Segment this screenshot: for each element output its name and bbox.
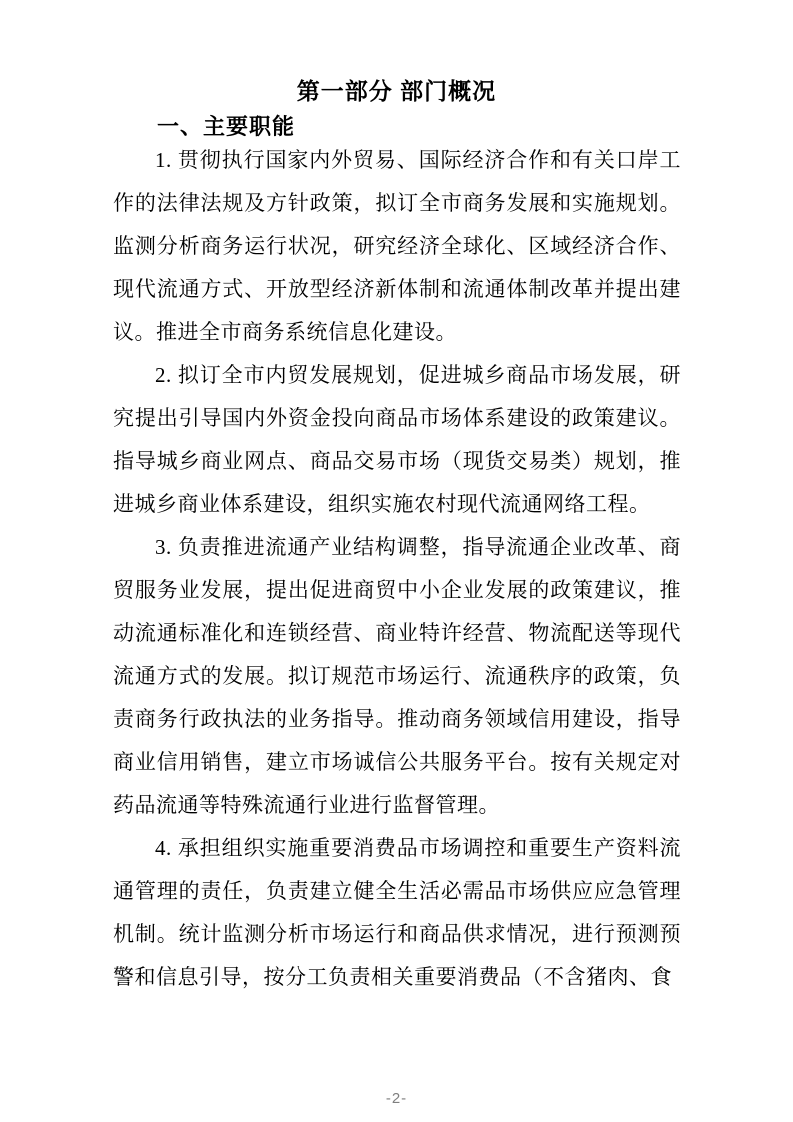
document-title: 第一部分 部门概况 [296,78,497,104]
page-number: -2- [385,1090,408,1107]
document-body [113,139,681,999]
section-heading: 一、主要职能 [157,114,296,139]
body-paragraph: 3. 负责推进流通产业结构调整，指导流通企业改革、商贸服务业发展，提出促进商贸中小企业发展的政策建议，推动流通标准化和连锁经营、商业特许经营、物流配送等现代流通方式的发展。拟订规范市场运行、流通秩序的政策，负责商务行政执法的业务指导。推动商务领域信用建设，指导商业信用销售，建立市场诚信公共服务平台。按有关规定对药品流通等特殊流通行业进行监督管理。 [113,535,681,817]
body-paragraph: 4. 承担组织实施重要消费品市场调控和重要生产资料流通管理的责任，负责建立健全生活必需品市场供应应急管理机制。统计监测分析市场运行和商品供求情况，进行预测预警和信息引导，按分工负责相关重要消费品（不含猪肉、食 [113,836,681,989]
body-paragraph: 2. 拟订全市内贸发展规划，促进城乡商品市场发展，研究提出引导国内外资金投向商品市场体系建设的政策建议。指导城乡商业网点、商品交易市场（现货交易类）规划，推进城乡商业体系建设，组织实施农村现代流通网络工程。 [113,363,681,516]
body-paragraph: 1. 贯彻执行国家内外贸易、国际经济合作和有关口岸工作的法律法规及方针政策，拟订全市商务发展和实施规划。监测分析商务运行状况，研究经济全球化、区域经济合作、现代流通方式、开放型经济新体制和流通体制改革并提出建议。推进全市商务系统信息化建设。 [113,148,681,344]
